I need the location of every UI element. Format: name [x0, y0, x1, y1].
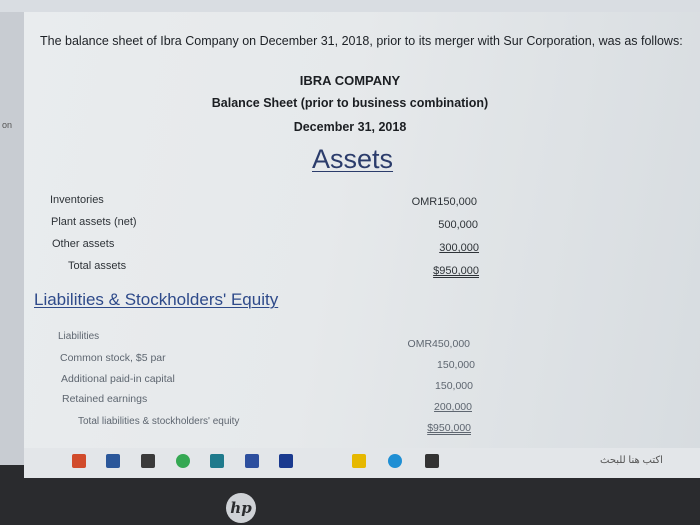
liab-label-apic: Additional paid-in capital	[61, 373, 175, 385]
sheet-date: December 31, 2018	[293, 120, 407, 134]
hp-logo: hp	[226, 493, 256, 523]
sheet-title: Balance Sheet (prior to business combination)	[211, 96, 489, 110]
assets-heading: Assets	[312, 144, 394, 174]
asset-label-other: Other assets	[52, 238, 115, 250]
asset-value-total: $950,000	[433, 265, 479, 277]
asset-value-other: 300,000	[439, 242, 479, 254]
liab-label-liabilities: Liabilities	[58, 331, 100, 342]
liab-value-total: $950,000	[427, 422, 471, 434]
liab-label-total: Total liabilities & stockholders' equity	[78, 416, 240, 427]
explorer-icon[interactable]	[352, 454, 366, 468]
store-icon[interactable]	[141, 454, 155, 468]
taskbar-search[interactable]: اكتب هنا للبحث	[600, 455, 663, 466]
edge-icon[interactable]	[388, 454, 402, 468]
liab-value-common-stock: 150,000	[437, 359, 475, 371]
office-icon[interactable]	[72, 454, 86, 468]
asset-label-total: Total assets	[68, 260, 127, 272]
word-icon[interactable]	[106, 454, 120, 468]
liab-value-liabilities: OMR450,000	[407, 338, 470, 350]
company-name: IBRA COMPANY	[299, 73, 401, 88]
dropbox-icon[interactable]	[279, 454, 293, 468]
asset-value-plant: 500,000	[438, 219, 478, 231]
liab-label-retained: Retained earnings	[62, 393, 148, 405]
liab-label-common-stock: Common stock, $5 par	[60, 352, 166, 364]
intro-text: The balance sheet of Ibra Company on December 31, 2018, prior to its merger with Sur Corporation, was as follows:	[40, 34, 683, 48]
liab-value-apic: 150,000	[435, 380, 473, 392]
app-icon[interactable]	[245, 454, 259, 468]
side-text-fragment: on	[2, 120, 13, 130]
chrome-icon[interactable]	[176, 454, 190, 468]
camera-icon[interactable]	[210, 454, 224, 468]
liab-value-retained: 200,000	[434, 401, 472, 413]
asset-label-plant: Plant assets (net)	[51, 216, 137, 228]
asset-label-inventories: Inventories	[50, 194, 104, 206]
monitor-top-bezel	[0, 0, 700, 12]
asset-value-inventories: OMR150,000	[411, 196, 477, 208]
calculator-icon[interactable]	[425, 454, 439, 468]
liabilities-heading: Liabilities & Stockholders' Equity	[34, 290, 279, 309]
